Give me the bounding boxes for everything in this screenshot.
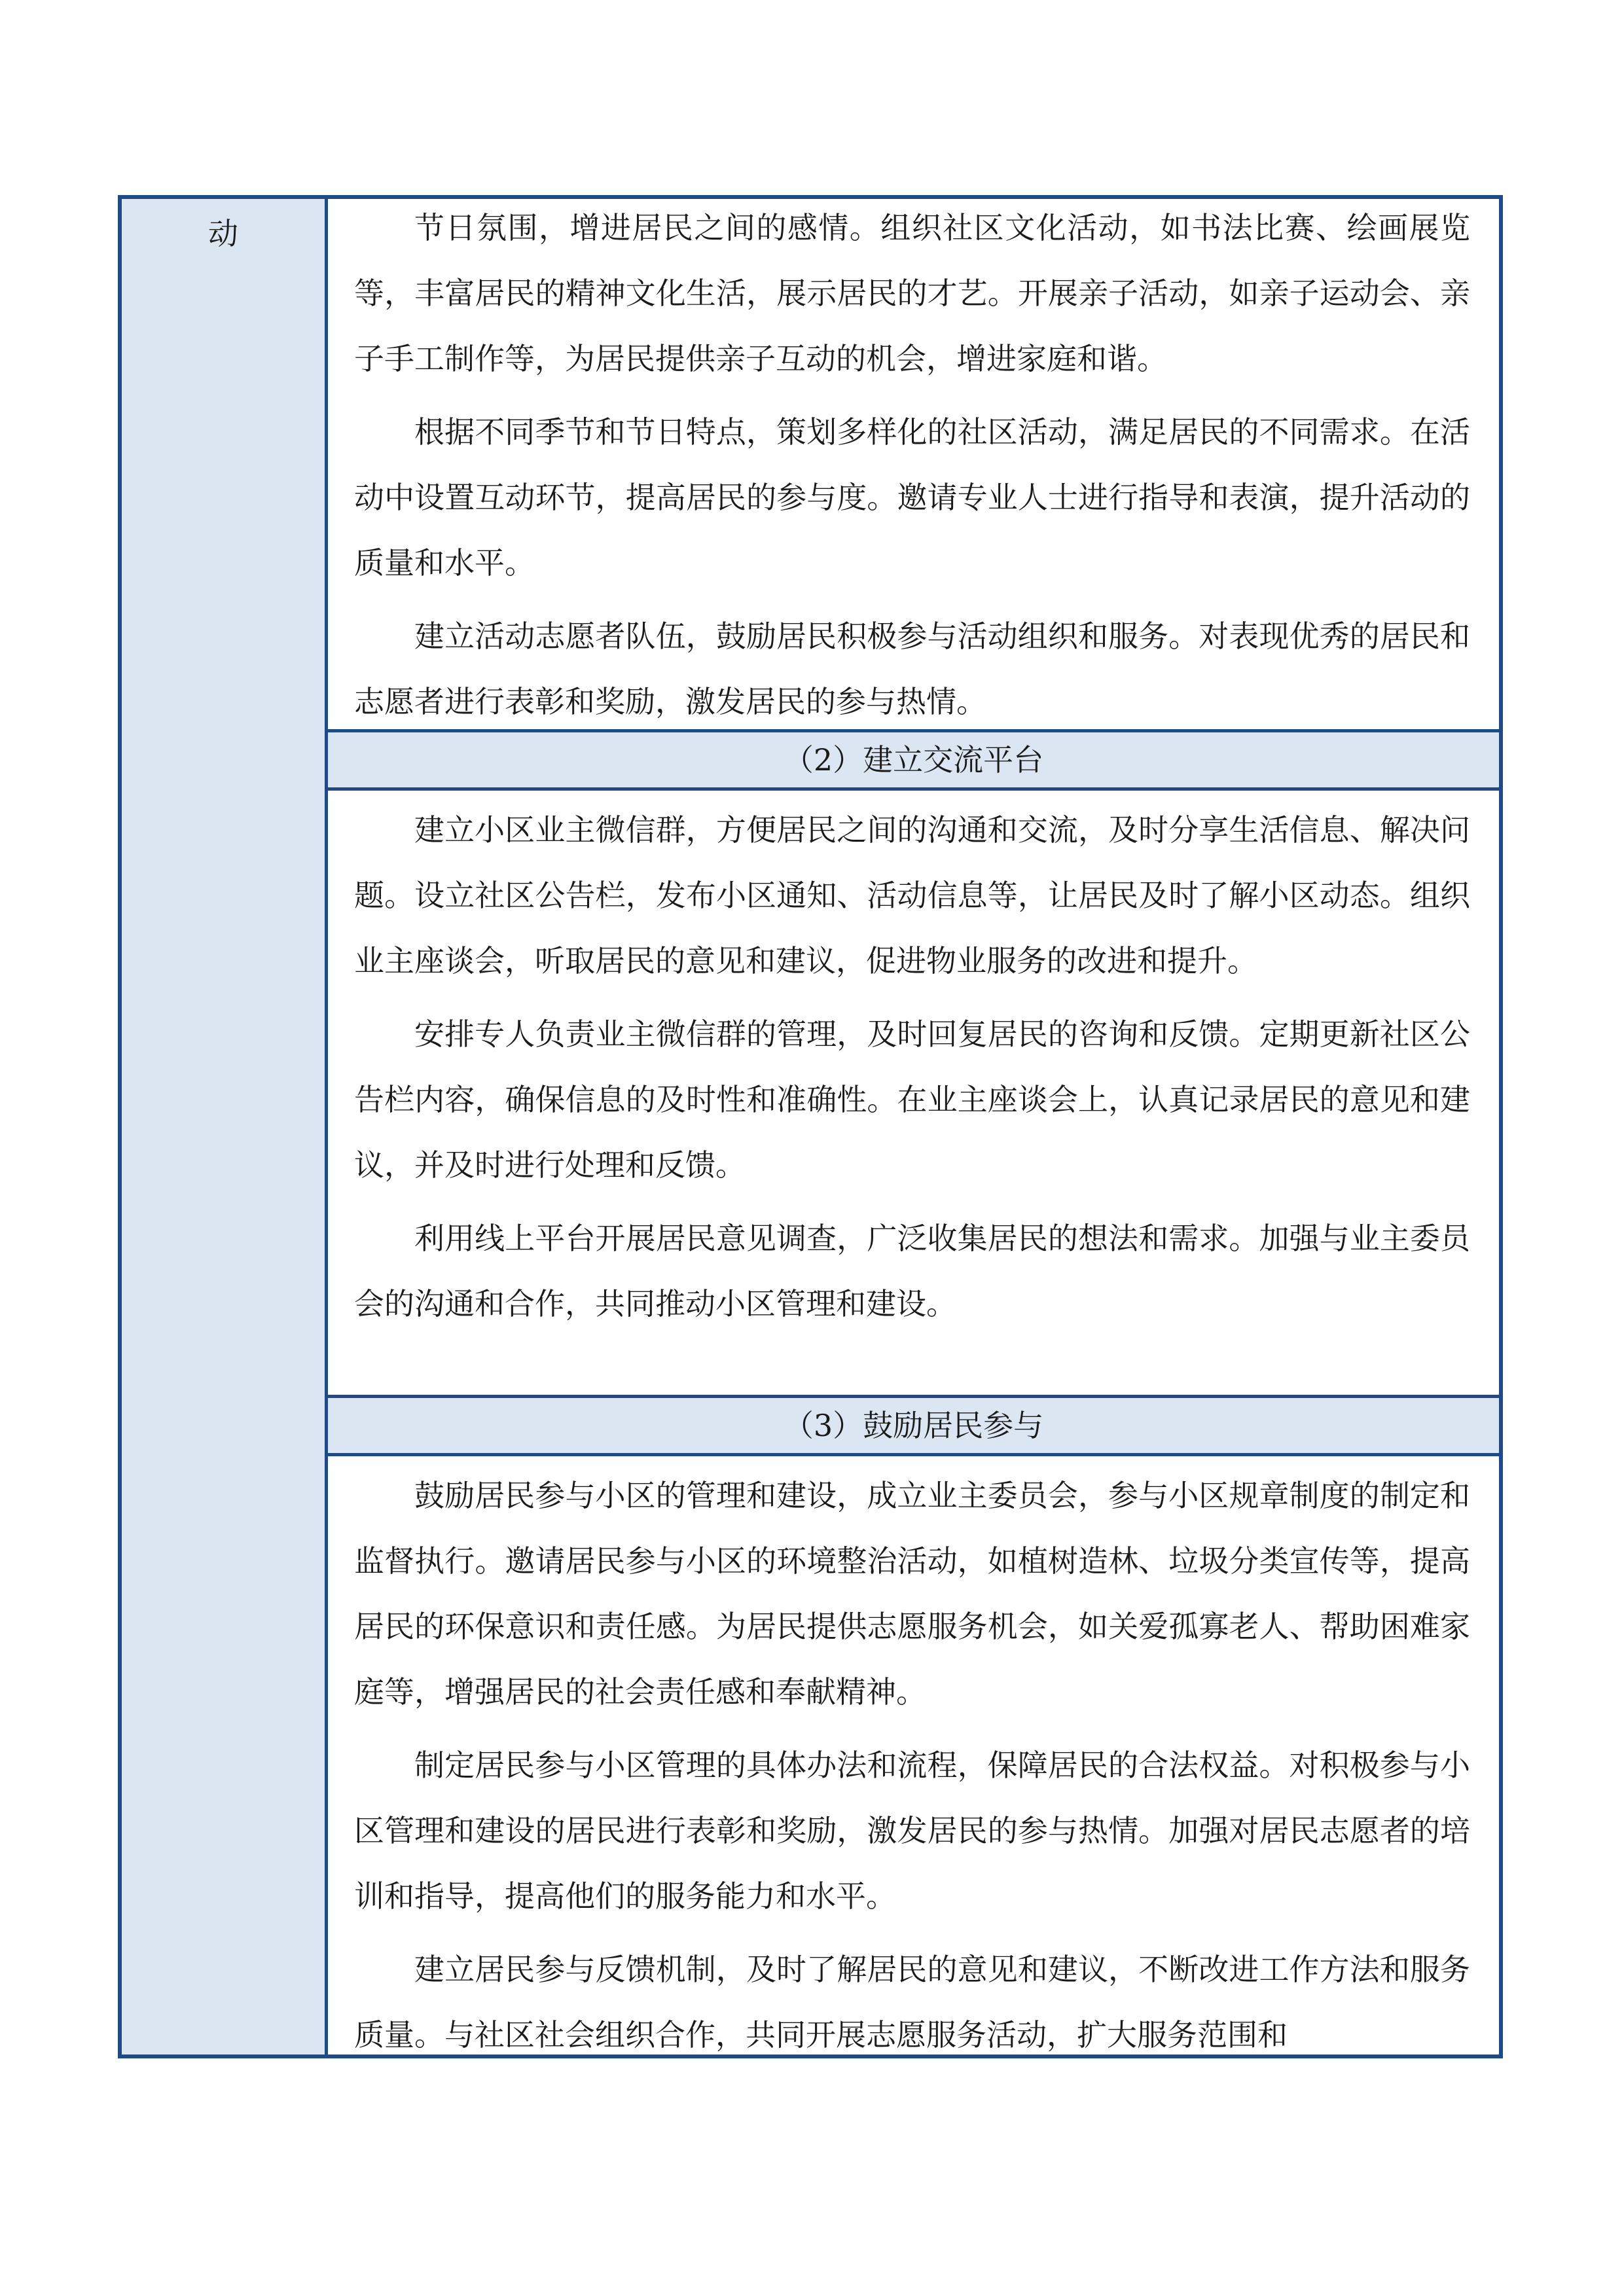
paragraph: 根据不同季节和节日特点，策划多样化的社区活动，满足居民的不同需求。在活动中设置互动环节，提高居民的参与度。邀请专业人士进行指导和表演，提升活动的质量和水平。: [354, 414, 1470, 581]
paragraph: 建立活动志愿者队伍，鼓励居民积极参与活动组织和服务。对表现优秀的居民和志愿者进行表彰和奖励，激发居民的参与热情。: [354, 619, 1470, 719]
section-3-body: [328, 1467, 1499, 2068]
content-table: [118, 195, 1503, 2058]
paragraph: 安排专人负责业主微信群的管理，及时回复居民的咨询和反馈。定期更新社区公告栏内容，确保信息的及时性和准确性。在业主座谈会上，认真记录居民的意见和建议，并及时进行处理和反馈。: [354, 1016, 1470, 1183]
paragraph: 建立居民参与反馈机制，及时了解居民的意见和建议，不断改进工作方法和服务质量。与社区社会组织合作，共同开展志愿服务活动，扩大服务范围和: [354, 1952, 1470, 2053]
section-2-body: [328, 801, 1499, 1336]
paragraph: 利用线上平台开展居民意见调查，广泛收集居民的想法和需求。加强与业主委员会的沟通和合作，共同推动小区管理和建设。: [354, 1221, 1470, 1321]
category-column: [122, 199, 328, 2054]
paragraph: 节日氛围，增进居民之间的感情。组织社区文化活动，如书法比赛、绘画展览等，丰富居民的精神文化生活，展示居民的才艺。开展亲子活动，如亲子运动会、亲子手工制作等，为居民提供亲子互动的机会，增进家庭和谐。: [354, 210, 1470, 376]
section-heading: （3）鼓励居民参与: [328, 1395, 1499, 1456]
paragraph: 建立小区业主微信群，方便居民之间的沟通和交流，及时分享生活信息、解决问题。设立社区公告栏，发布小区通知、活动信息等，让居民及时了解小区动态。组织业主座谈会，听取居民的意见和建议，促进物业服务的改进和提升。: [354, 812, 1470, 978]
section-1-body: [328, 199, 1499, 734]
paragraph: 制定居民参与小区管理的具体办法和流程，保障居民的合法权益。对积极参与小区管理和建设的居民进行表彰和奖励，激发居民的参与热情。加强对居民志愿者的培训和指导，提高他们的服务能力和水平。: [354, 1748, 1470, 1914]
content-column: [328, 199, 1499, 2054]
section-heading: （2）建立交流平台: [328, 729, 1499, 791]
category-label: 动: [208, 216, 238, 251]
paragraph: 鼓励居民参与小区的管理和建设，成立业主委员会，参与小区规章制度的制定和监督执行。邀请居民参与小区的环境整治活动，如植树造林、垃圾分类宣传等，提高居民的环保意识和责任感。为居民提供志愿服务机会，如关爱孤寡老人、帮助困难家庭等，增强居民的社会责任感和奉献精神。: [354, 1478, 1470, 1710]
